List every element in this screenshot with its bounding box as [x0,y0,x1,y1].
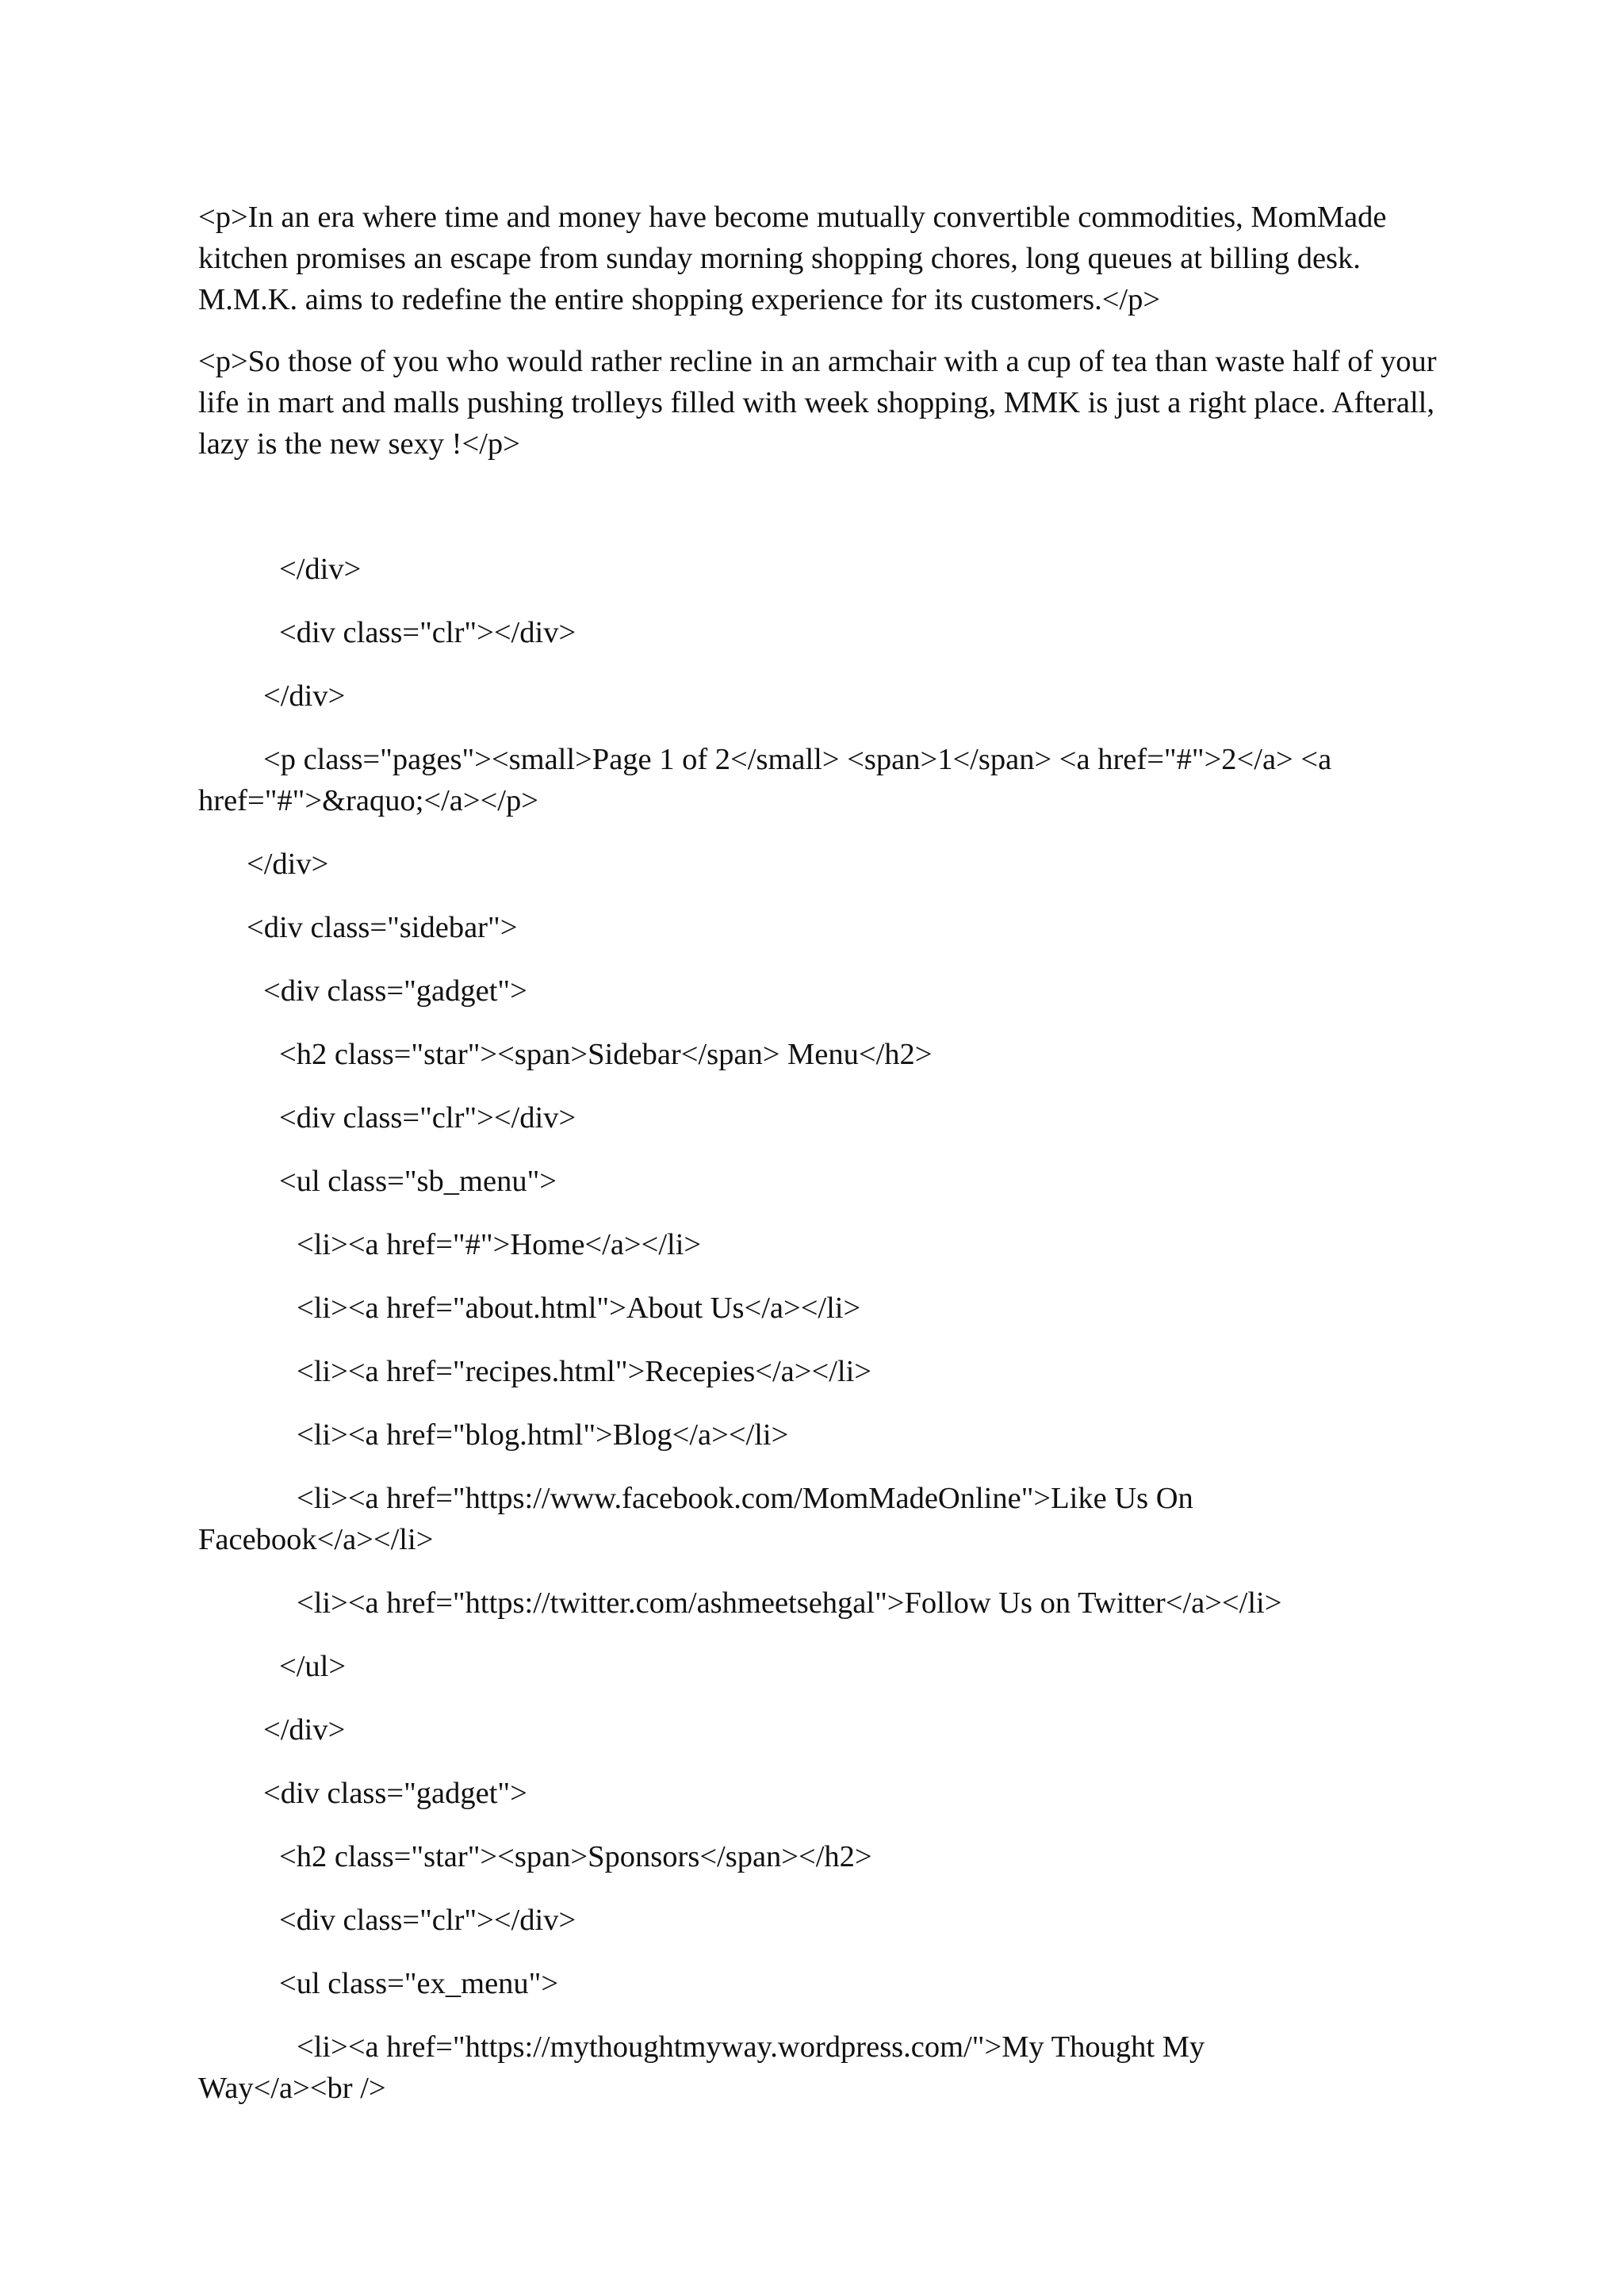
code-line: <li><a href="https://mythoughtmyway.wordpress.com/">My Thought My [297,2030,1205,2064]
code-line: <h2 class="star"><span>Sidebar</span> Menu</h2> [279,1038,933,1071]
code-line: <h2 class="star"><span>Sponsors</span></h2> [279,1840,872,1873]
code-line: <div class="gadget"> [263,974,527,1008]
code-line: </div> [279,553,362,586]
intro-paragraph-1: <p>In an era where time and money have become mutually convertible commodities, MomMade kitchen promises an escape from sunday morning shopping chores, long queues at billing desk. M.M.K. aims to redefine the entire shopping experience for its customers.</p> [198,201,1395,316]
code-line: </div> [263,679,346,713]
code-line: <li><a href="about.html">About Us</a></li> [297,1292,861,1325]
code-line: href="#">&raquo;</a></p> [198,784,538,817]
code-line: </div> [263,1713,346,1747]
code-line: <li><a href="recipes.html">Recepies</a></li> [297,1355,871,1388]
code-line: Way</a><br /> [198,2072,386,2105]
code-line: <div class="clr"></div> [279,1904,576,1937]
code-line: <ul class="sb_menu"> [279,1165,557,1198]
code-line: <div class="gadget"> [263,1777,527,1810]
code-line: <ul class="ex_menu"> [279,1967,559,2000]
code-line: <div class="clr"></div> [279,616,576,649]
code-line: <li><a href="https://twitter.com/ashmeetsehgal">Follow Us on Twitter</a></li> [297,1586,1282,1620]
code-line: <li><a href="blog.html">Blog</a></li> [297,1418,789,1452]
code-line: </ul> [279,1650,347,1683]
code-line: <li><a href="https://www.facebook.com/MomMadeOnline">Like Us On [297,1482,1193,1515]
intro-paragraph-2: <p>So those of you who would rather recline in an armchair with a cup of tea than waste half of your life in mart and malls pushing trolleys filled with week shopping, MMK is just a right place. Afterall, lazy is the new sexy !</p> [198,345,1445,461]
code-line: <div class="clr"></div> [279,1101,576,1135]
code-line: <p class="pages"><small>Page 1 of 2</small> <span>1</span> <a href="#">2</a> <a [263,743,1332,776]
code-line: </div> [247,848,329,881]
code-line: <div class="sidebar"> [247,911,518,944]
code-line: Facebook</a></li> [198,1523,434,1556]
code-line: <li><a href="#">Home</a></li> [297,1228,702,1261]
